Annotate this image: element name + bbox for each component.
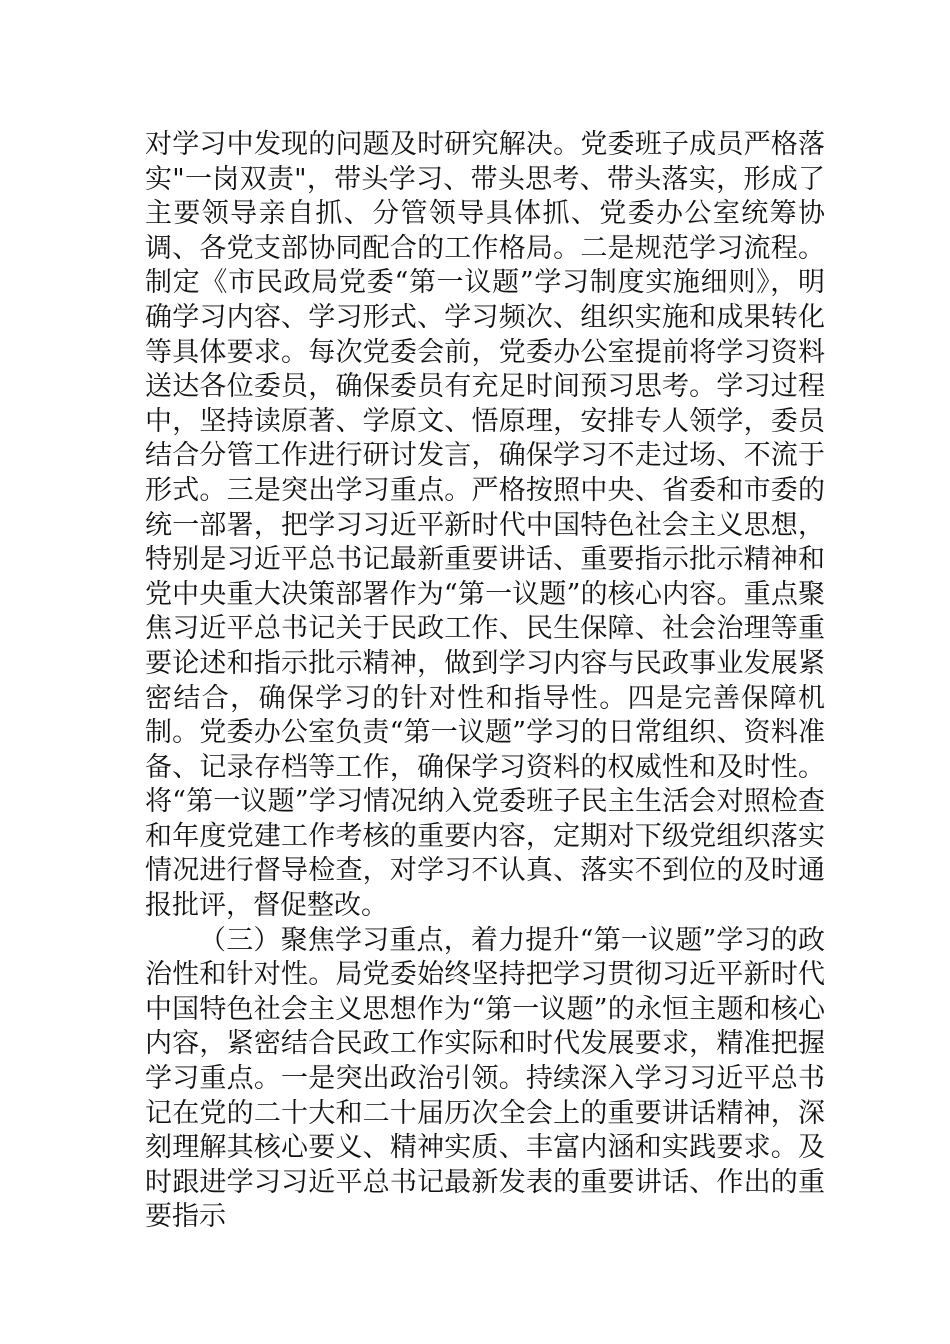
body-text xyxy=(145,128,825,1235)
paragraph-section-three: （三）聚焦学习重点，着力提升“第一议题”学习的政治性和针对性。局党委始终坚持把学习贯彻习近平新时代中国特色社会主义思想作为“第一议题”的永恒主题和核心内容，紧密结合民政工作实际和时代发展要求，精准把握学习重点。一是突出政治引领。持续深入学习习近平总书记在党的二十大和二十届历次全会上的重要讲话精神，深刻理解其核心要义、精神实质、丰富内涵和实践要求。及时跟进学习习近平总书记最新发表的重要讲话、作出的重要指示 xyxy=(145,924,825,1233)
paragraph-continuation: 对学习中发现的问题及时研究解决。党委班子成员严格落实"一岗双责"，带头学习、带头思考、带头落实，形成了主要领导亲自抓、分管领导具体抓、党委办公室统筹协调、各党支部协同配合的工作格局。二是规范学习流程。制定《市民政局党委“第一议题”学习制度实施细则》，明确学习内容、学习形式、学习频次、组织实施和成果转化等具体要求。每次党委会前，党委办公室提前将学习资料送达各位委员，确保委员有充足时间预习思考。学习过程中，坚持读原著、学原文、悟原理，安排专人领学，委员结合分管工作进行研讨发言，确保学习不走过场、不流于形式。三是突出学习重点。严格按照中央、省委和市委的统一部署，把学习习近平新时代中国特色社会主义思想，特别是习近平总书记最新重要讲话、重要指示批示精神和党中央重大决策部署作为“第一议题”的核心内容。重点聚焦习近平总书记关于民政工作、民生保障、社会治理等重要论述和指示批示精神，做到学习内容与民政事业发展紧密结合，确保学习的针对性和指导性。四是完善保障机制。党委办公室负责“第一议题”学习的日常组织、资料准备、记录存档等工作，确保学习资料的权威性和及时性。将“第一议题”学习情况纳入党委班子民主生活会对照检查和年度党建工作考核的重要内容，定期对下级党组织落实情况进行督导检查，对学习不认真、落实不到位的及时通报批评，督促整改。 xyxy=(145,129,825,922)
